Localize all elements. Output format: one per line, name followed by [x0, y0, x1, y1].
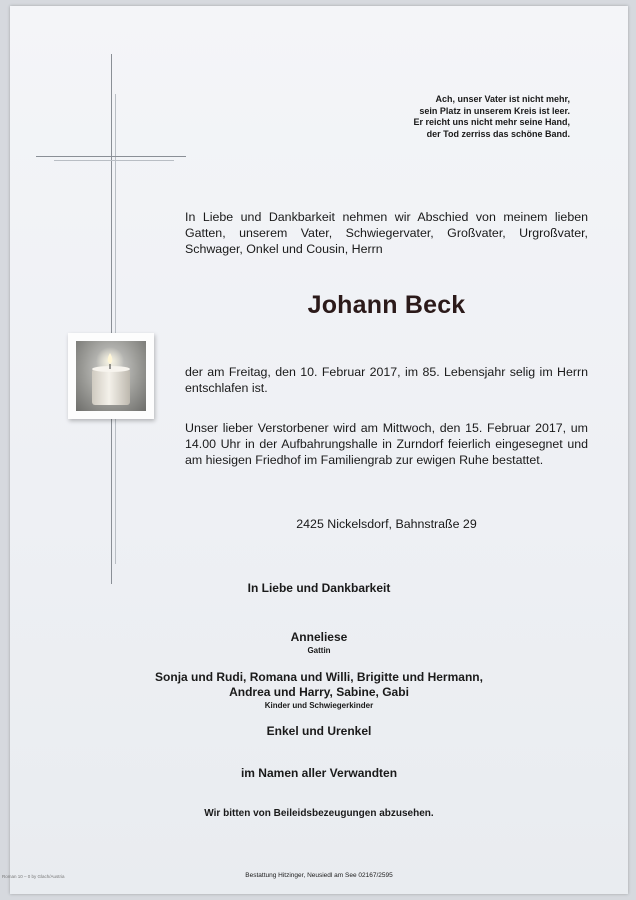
death-notice: der am Freitag, den 10. Februar 2017, im 85. Lebensjahr selig im Herrn entschlafen ist.: [185, 365, 588, 395]
condolence-request: Wir bitten von Beileidsbezeugungen abzusehen.: [204, 808, 434, 819]
poem: [370, 94, 570, 140]
address: 2425 Nickelsdorf, Bahnstraße 29: [296, 517, 477, 531]
candle-image: [68, 333, 154, 419]
funeral-notice: Unser lieber Verstorbener wird am Mittwoch, den 15. Februar 2017, um 14.00 Uhr in der Aufbahrungshalle in Zurndorf feierlich eingesegnet und am hiesigen Friedhof im Familiengrab zur ewigen Ruhe bestattet.: [185, 421, 588, 467]
cross-bar-shadow: [54, 160, 174, 161]
children-role: Kinder und Schwiegerkinder: [264, 701, 374, 710]
print-stamp: Roman 10 – 0 by Glach/Austria: [2, 874, 65, 879]
poem-line: Er reicht uns nicht mehr seine Hand,: [413, 117, 570, 127]
poem-line: sein Platz in unserem Kreis ist leer.: [419, 105, 570, 116]
grandchildren: Enkel und Urenkel: [266, 724, 372, 738]
cross-icon-shadow: [115, 94, 116, 564]
candle-icon: [76, 341, 146, 411]
poem-line: der Tod zerriss das schöne Band.: [426, 128, 570, 139]
cross-icon: [111, 54, 112, 584]
deceased-name: Johann Beck: [307, 291, 466, 319]
widow-name: Anneliese: [290, 630, 348, 644]
parte-sheet: [10, 6, 628, 894]
intro-text: In Liebe und Dankbarkeit nehmen wir Abschied von meinem lieben Gatten, unserem Vater, Schwiegervater, Großvater, Urgroßvater, Schwager, Onkel und Cousin, Herrn: [185, 210, 588, 256]
cross-bar: [36, 156, 186, 157]
undertaker-footer: Bestattung Hitzinger, Neusiedl am See 02167/2595: [245, 872, 393, 879]
closing-heading: In Liebe und Dankbarkeit: [247, 581, 391, 595]
poem-line: Ach, unser Vater ist nicht mehr,: [435, 94, 570, 104]
relatives: im Namen aller Verwandten: [240, 766, 398, 780]
children-line: Sonja und Rudi, Romana und Willi, Brigitte und Hermann,: [155, 670, 483, 684]
children-line: Andrea und Harry, Sabine, Gabi: [229, 685, 409, 699]
widow-role: Gattin: [307, 646, 331, 655]
